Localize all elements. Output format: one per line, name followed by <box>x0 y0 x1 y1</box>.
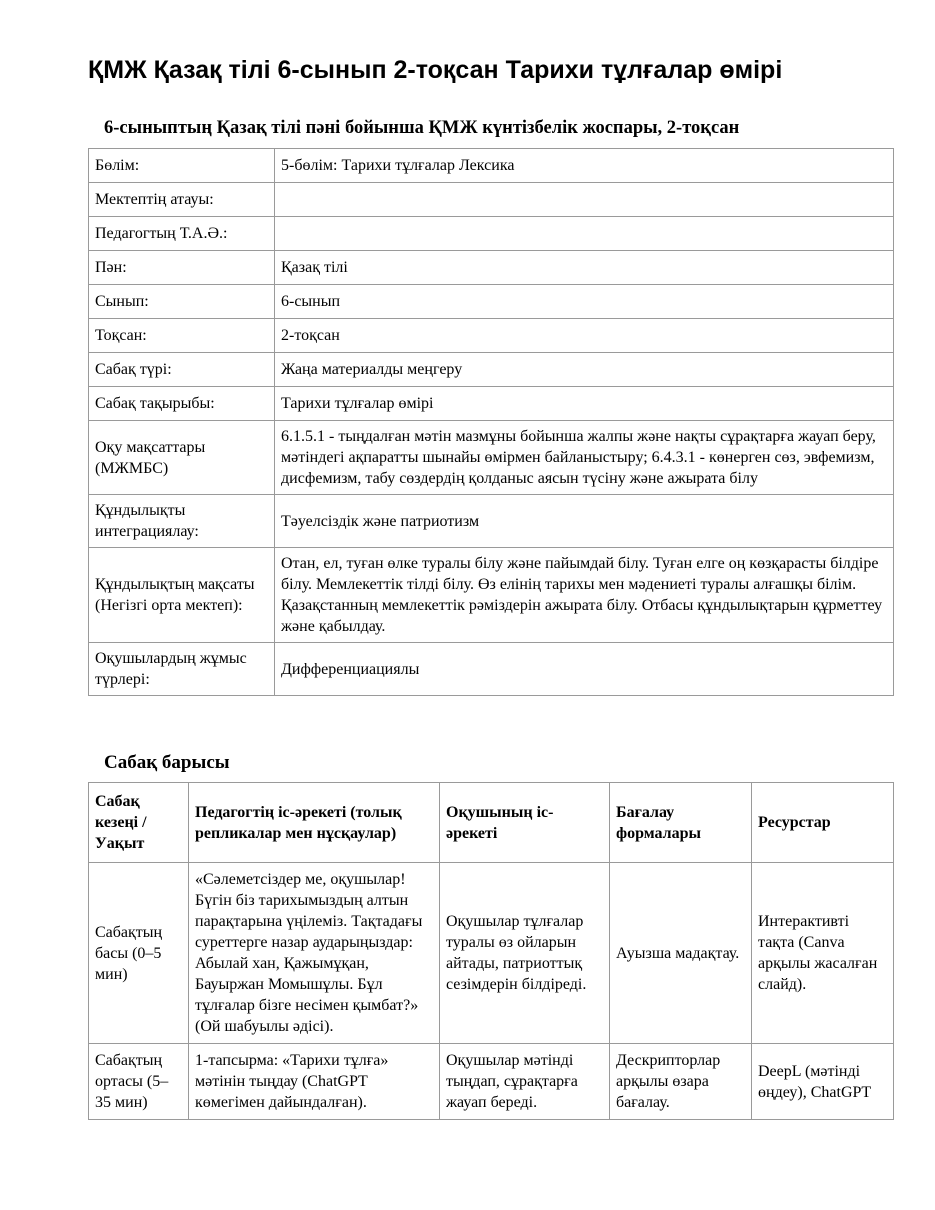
info-label: Оқушылардың жұмыс түрлері: <box>89 643 275 696</box>
header-resources: Ресурстар <box>752 783 894 863</box>
document-title: ҚМЖ Қазақ тілі 6-сынып 2-тоқсан Тарихи тұлғалар өмірі <box>88 56 783 84</box>
info-label: Құндылықтың мақсаты (Негізгі орта мектеп): <box>89 548 275 643</box>
info-value <box>275 183 894 217</box>
info-row-section <box>89 149 894 183</box>
info-value: 6.1.5.1 - тыңдалған мәтін мазмұны бойынша жалпы және нақты сұрақтарға жауап беру, мәтіндегі ақпаратты шынайы өмірмен байланыстыру; 6.4.3.1 - көнерген сөз, эвфемизм, дисфемизм, табу сөздердің қолданыс аясын түсіну және ажырата білу <box>275 421 894 495</box>
header-student-activity: Оқушының іс-әрекеті <box>440 783 610 863</box>
resources-cell: Интерактивті тақта (Canva арқылы жасалған слайд). <box>752 863 894 1044</box>
info-row-quarter <box>89 319 894 353</box>
info-value: Қазақ тілі <box>275 251 894 285</box>
lesson-progress-heading: Сабақ барысы <box>104 752 230 773</box>
resources-cell: DeepL (мәтінді өңдеу), ChatGPT <box>752 1044 894 1120</box>
info-label: Құндылықты интеграциялау: <box>89 495 275 548</box>
info-value: 6-сынып <box>275 285 894 319</box>
info-label: Сынып: <box>89 285 275 319</box>
info-label: Тоқсан: <box>89 319 275 353</box>
info-label: Оқу мақсаттары (МЖМБС) <box>89 421 275 495</box>
assessment-cell: Ауызша мадақтау. <box>610 863 752 1044</box>
info-value: Тарихи тұлғалар өмірі <box>275 387 894 421</box>
info-row-objectives <box>89 421 894 495</box>
info-row-lesson-type <box>89 353 894 387</box>
header-stage: Сабақ кезеңі / Уақыт <box>89 783 189 863</box>
assessment-cell: Дескрипторлар арқылы өзара бағалау. <box>610 1044 752 1120</box>
info-label: Пән: <box>89 251 275 285</box>
info-label: Педагогтың Т.А.Ә.: <box>89 217 275 251</box>
header-teacher-activity: Педагогтің іс-әрекеті (толық репликалар мен нұсқаулар) <box>189 783 440 863</box>
info-value: Дифференциациялы <box>275 643 894 696</box>
info-value: 2-тоқсан <box>275 319 894 353</box>
student-activity-cell: Оқушылар мәтінді тыңдап, сұрақтарға жауап береді. <box>440 1044 610 1120</box>
lesson-info-table <box>88 148 894 696</box>
info-row-lesson-topic <box>89 387 894 421</box>
info-row-school <box>89 183 894 217</box>
info-row-value-integration <box>89 495 894 548</box>
info-row-value-goal <box>89 548 894 643</box>
info-value: Жаңа материалды меңгеру <box>275 353 894 387</box>
info-row-work-types <box>89 643 894 696</box>
teacher-activity-cell: 1-тапсырма: «Тарихи тұлға» мәтінін тыңдау (ChatGPT көмегімен дайындалған). <box>189 1044 440 1120</box>
stage-cell: Сабақтың басы (0–5 мин) <box>89 863 189 1044</box>
info-label: Сабақ түрі: <box>89 353 275 387</box>
table-row <box>89 863 894 1044</box>
info-value: Отан, ел, туған өлке туралы білу және пайымдай білу. Туған елге оң көзқарасты білдіре білу. Мемлекеттік тілді білу. Өз елінің тарихы мен мәдениеті туралы алғашқы білім. Қазақстанның мемлекеттік рәміздерін ажырата білу. Отбасы құндылықтарын құрметтеу және қабылдау. <box>275 548 894 643</box>
plan-subtitle: 6-сыныптың Қазақ тілі пәні бойынша ҚМЖ күнтізбелік жоспары, 2-тоқсан <box>104 118 740 138</box>
info-label: Сабақ тақырыбы: <box>89 387 275 421</box>
info-row-grade <box>89 285 894 319</box>
header-assessment: Бағалау формалары <box>610 783 752 863</box>
info-value <box>275 217 894 251</box>
info-label: Бөлім: <box>89 149 275 183</box>
teacher-activity-cell: «Сәлеметсіздер ме, оқушылар! Бүгін біз тарихымыздың алтын парақтарына үңілеміз. Тақтадағы суреттерге назар аударыңыздар: Абылай хан, Қажымұқан, Бауыржан Момышұлы. Бұл тұлғалар бізге несімен қымбат?» (Ой шабуылы әдісі). <box>189 863 440 1044</box>
stage-cell: Сабақтың ортасы (5–35 мин) <box>89 1044 189 1120</box>
lesson-table-header-row <box>89 783 894 863</box>
table-row <box>89 1044 894 1120</box>
student-activity-cell: Оқушылар тұлғалар туралы өз ойларын айтады, патриоттық сезімдерін білдіреді. <box>440 863 610 1044</box>
info-row-teacher <box>89 217 894 251</box>
info-row-subject <box>89 251 894 285</box>
info-value: 5-бөлім: Тарихи тұлғалар Лексика <box>275 149 894 183</box>
lesson-progress-table <box>88 782 894 1120</box>
info-value: Тәуелсіздік және патриотизм <box>275 495 894 548</box>
info-label: Мектептің атауы: <box>89 183 275 217</box>
